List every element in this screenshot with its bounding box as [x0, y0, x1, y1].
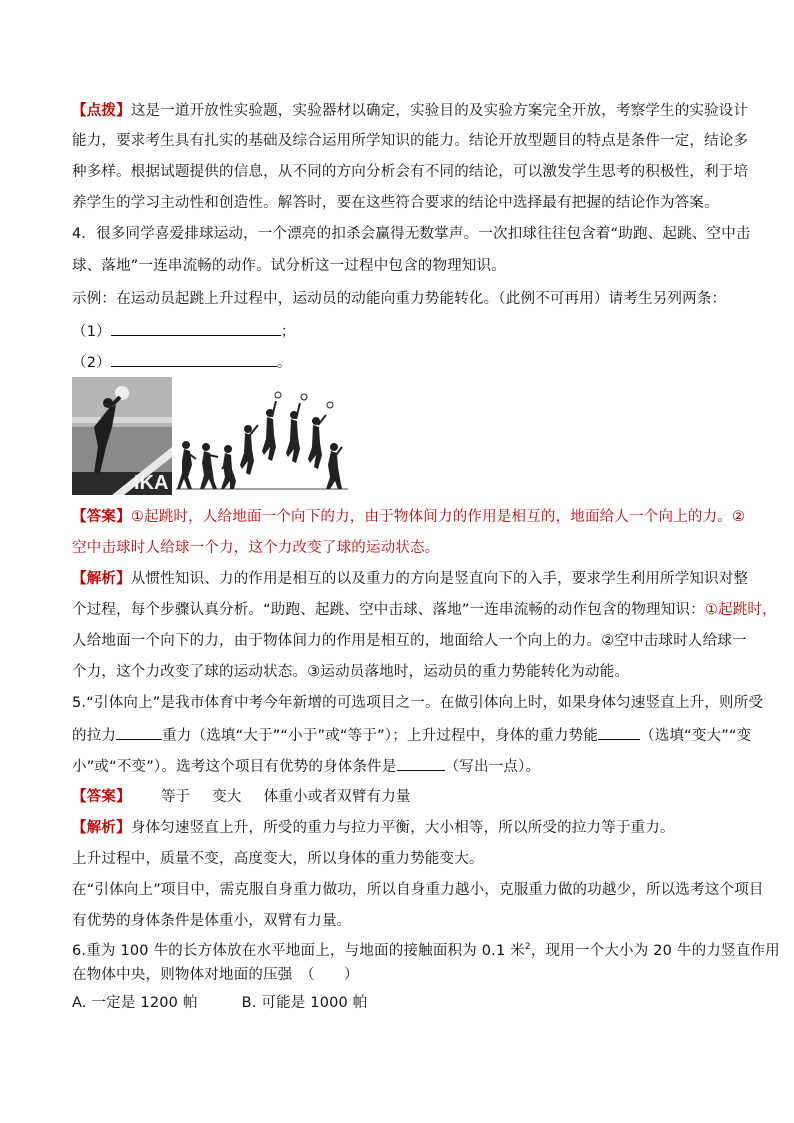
hint-line-3: 种多样。根据试题提供的信息，从不同的方向分析会有不同的结论，可以激发学生思考的积极性，利于培: [72, 164, 749, 180]
q4-analysis-line-4: 个力，这个力改变了球的运动状态。③运动员落地时，运动员的重力势能转化为动能。: [72, 664, 630, 680]
q5-blank-1[interactable]: [116, 724, 162, 740]
q5-analysis-line-4: 有优势的身体条件是体重小，双臂有力量。: [72, 913, 352, 929]
q5-text-2c: （选填“变大”“变: [640, 728, 752, 744]
hint-text-1: 这是一道开放性实验题，实验器材以确定，实验目的及实验方案完全开放，考察学生的实验设计: [130, 103, 749, 119]
q5-text-2a: 的拉力: [72, 728, 117, 744]
q5-blank-2[interactable]: [598, 724, 640, 740]
q5-analysis-tag: 【解析】: [72, 820, 131, 836]
player-figure-5: [262, 392, 281, 461]
hint-line-2: 能力，要求考生具有扎实的基础及综合运用所学知识的能力。结论开放型题目的特点是条件一定，结论多: [72, 133, 749, 149]
volleyball-figure: [72, 377, 348, 495]
q6-text-1: 6.重为 100 牛的长方体放在水平地面上，与地面的接触面积为 0.1 米: [72, 942, 525, 959]
q4-line-1: 4．很多同学喜爱排球运动，一个漂亮的扣杀会赢得无数掌声。一次扣球往往包含着“助跑、起跳、空中击: [72, 226, 751, 242]
q5-answer-line: [72, 787, 732, 807]
q4-item-1-label: （1）: [72, 324, 111, 340]
jump-sequence-drawing: [176, 392, 348, 489]
player-figure-8: [326, 444, 342, 490]
q6-text-1-end: ，现用一个大小为 20 牛的力竖直作用: [530, 942, 780, 959]
q4-analysis-text-1: 从惯性知识、力的作用是相互的以及重力的方向是竖直向下的入手，要求学生利用所学知识对整: [130, 571, 749, 587]
hint-tag: 【点拨】: [72, 103, 131, 119]
q5-analysis-line-1: [72, 818, 732, 838]
q5-text-2b: 重力（选填“大于”“小于”或“等于”）；上升过程中，身体的重力势能: [162, 728, 599, 744]
q4-analysis-line-3: 人给地面一个向下的力，由于物体间力的作用是相互的，地面给人一个向上的力。②空中击球时人给球一: [72, 633, 747, 649]
player-figure-2: [200, 444, 218, 490]
q5-answer-3: 体重小或者双臂有力量: [263, 789, 411, 805]
q4-item-1: [72, 320, 732, 342]
q5-line-3: [72, 755, 732, 777]
q4-answer-line-2: 空中击球时人给球一个力，这个力改变了球的运动状态。: [72, 540, 440, 556]
q5-analysis-line-3: 在“引体向上”项目中，需克服自身重力做功，所以自身重力越小，克服重力做的功越少，所以选考这个项目: [72, 882, 764, 898]
q4-example: 示例：在运动员起跳上升过程中，运动员的动能向重力势能转化。（此例不可再用）请考生另列两条：: [72, 291, 727, 307]
hint-line-4: 养学生的学习主动性和创造性。解答时，要在这些符合要求的结论中选择最有把握的结论作为答案。: [72, 195, 719, 211]
q5-line-2: [72, 724, 752, 746]
q5-answer-1: 等于: [160, 789, 191, 805]
player-figure-3: [221, 446, 236, 490]
q5-analysis-line-2: 上升过程中，质量不变，高度变大，所以身体的重力势能变大。: [72, 851, 484, 867]
q6-superscript: 2: [524, 942, 531, 952]
q5-blank-3[interactable]: [397, 755, 445, 771]
player-figure-6: [286, 394, 307, 463]
q5-text-3a: 小”或“不变”）。选考这个项目有优势的身体条件是: [72, 759, 397, 775]
player-figure-4: [240, 425, 258, 475]
q4-answer-line-1: [72, 507, 746, 527]
q5-text-3b: （写出一点）。: [444, 759, 541, 775]
q6-options: [72, 993, 732, 1013]
q4-item-2-label: （2）: [72, 355, 111, 371]
q5-answer-2: 变大: [212, 789, 242, 805]
q6-option-a[interactable]: A. 一定是 1200 帕: [72, 995, 198, 1011]
q4-item-1-end: ；: [280, 324, 296, 340]
q4-analysis-tag: 【解析】: [72, 571, 131, 587]
q5-analysis-text-1: 身体匀速竖直上升，所受的重力与拉力平衡，大小相等，所以所受的拉力等于重力。: [130, 820, 675, 836]
q5-answer-tag: 【答案】: [72, 789, 131, 805]
q4-analysis-line-2: [72, 600, 777, 620]
volleyball-photo: [72, 377, 172, 495]
q4-analysis-line-1: [72, 569, 749, 589]
q4-item-2: [72, 351, 732, 373]
q4-blank-2[interactable]: [111, 351, 277, 367]
q4-answer-tag: 【答案】: [72, 509, 131, 525]
q6-line-2: 在物体中央，则物体对地面的压强 （ ）: [72, 967, 359, 983]
q4-answer-text-1: ①起跳时，人给地面一个向下的力，由于物体间力的作用是相互的，地面给人一个向上的力。②: [130, 509, 746, 525]
photo-banner-text: IKA: [134, 472, 169, 494]
q6-option-b[interactable]: B. 可能是 1000 帕: [241, 995, 368, 1011]
hint-line-1: [72, 101, 749, 121]
q4-item-2-end: 。: [276, 355, 292, 371]
q4-analysis-text-2: 个过程，每个步骤认真分析。“助跑、起跳、空中击球、落地”一连串流畅的动作包含的物理知识：: [72, 602, 705, 618]
q4-analysis-highlight: ①起跳时，: [704, 602, 777, 618]
q5-line-1: 5.“引体向上”是我市体育中考今年新增的可选项目之一。在做引体向上时，如果身体匀速竖直上升，则所受: [72, 695, 764, 711]
q6-line-1: [72, 937, 780, 961]
q4-blank-1[interactable]: [111, 320, 281, 336]
player-figure-7: [308, 402, 333, 469]
q4-line-2: 球、落地”一连串流畅的动作。试分析这一过程中包含的物理知识。: [72, 258, 507, 274]
player-figure-1: [177, 442, 196, 490]
